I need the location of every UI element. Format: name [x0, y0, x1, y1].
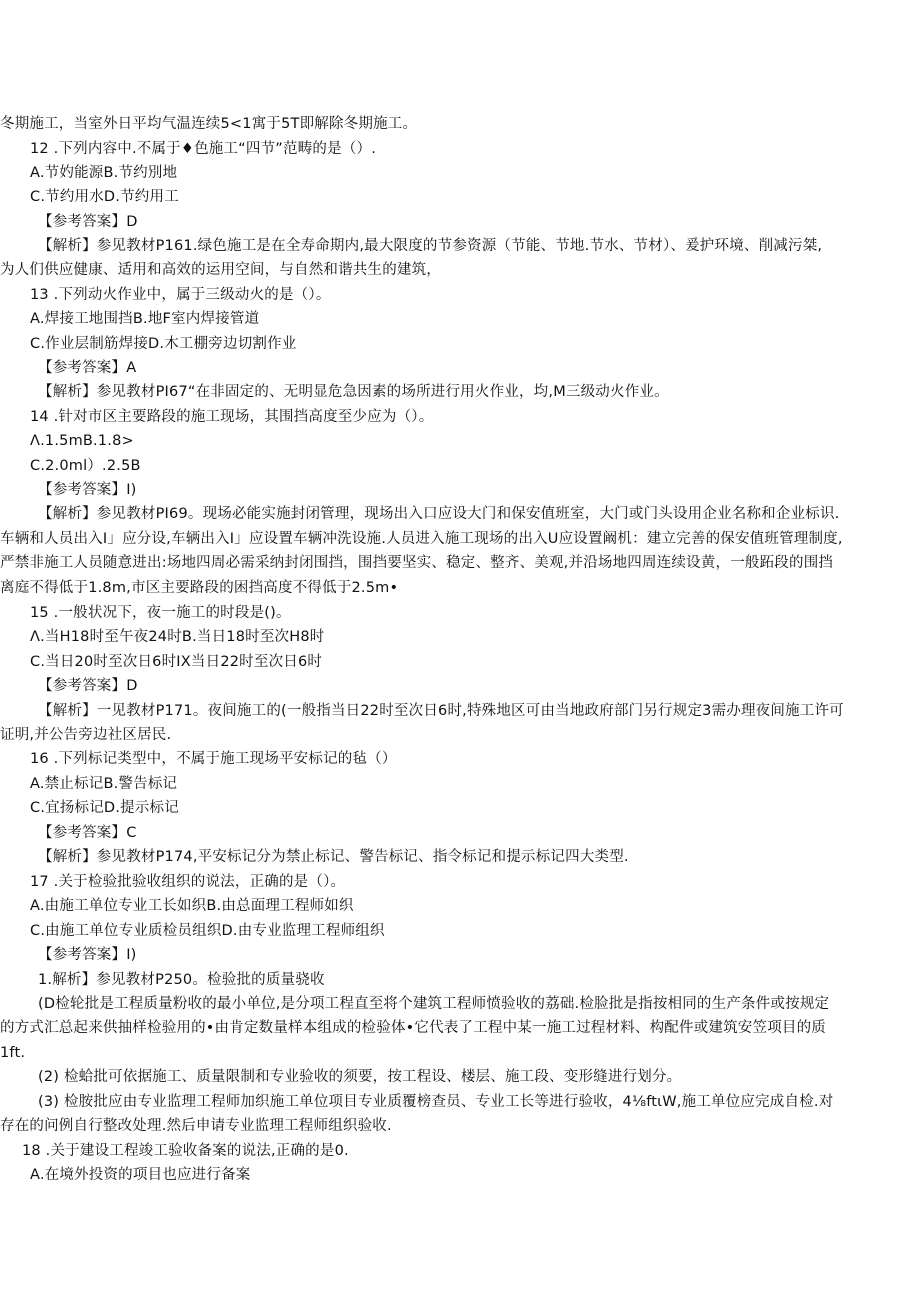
- answer-label: 【参考答案】D: [38, 678, 138, 694]
- question-17: 17 .关于检验批验收组织的说法，正确的是（）。: [30, 874, 346, 890]
- option-line: C.由施工单位专业质检员组织D.由专业监理工程师组织: [30, 923, 385, 939]
- explanation-line: 【解析】参见教材PI69。现场必能实施封闭管理，现场出入口应设大门和保安值班室，大门或门头设用企业名称和企业标识.: [38, 506, 840, 522]
- option-line: C.当日20时至次日6时IX当日22时至次日6时: [30, 654, 323, 670]
- option-line: Λ.1.5mB.1.8>: [30, 433, 134, 449]
- option-line: Λ.当H18时至午夜24时B.当日18时至次H8时: [30, 629, 325, 645]
- text-line: 为人们供应健康、适用和高效的运用空间，与自然和谐共生的建筑，: [0, 262, 441, 278]
- question-16: 16 .下列标记类型中，不属于施工现场平安标记的毡（）: [30, 751, 397, 767]
- explanation-line: (D检轮批是工程质量粉收的最小单位,是分项工程直至将个建筑工程师愤验收的荔础.检脸批是指按相同的生产条件或按规定: [38, 996, 830, 1012]
- option-line: C.作业层制筋焊接D.木工棚旁边切割作业: [30, 336, 297, 352]
- option-line: A.节妁能源B.节约別地: [30, 165, 178, 181]
- option-line: C.节约用水D.节约用工: [30, 189, 179, 205]
- text-line: 冬期施工，当室外日平均气温连续5<1寓于5T即解除冬期施工。: [0, 116, 418, 132]
- answer-label: 【参考答案】D: [38, 214, 138, 230]
- text-line: 离庭不得低于1.8m,市区主要路段的困挡高度不得低于2.5m•: [0, 580, 399, 596]
- answer-label: 【参考答案】C: [38, 825, 137, 841]
- explanation-line: 1.解析】参见教材P250。检验批的质量骁收: [38, 972, 325, 988]
- explanation-line: 【解析】参见教材PI67“在非固定的、无明显危急因素的场所进行用火作业，均,M三级动火作业。: [38, 384, 669, 400]
- option-line: A.禁止标记B.警告标记: [30, 776, 178, 792]
- option-line: A.焊接工地围挡B.地F室内焊接管道: [30, 311, 260, 327]
- question-14: 14 .针对市区主要路段的施工现场，其围挡高度至少应为（）。: [30, 409, 434, 425]
- question-12: 12 .下列内容中.不属于♦色施工“四节”范畴的是（）.: [30, 141, 377, 157]
- question-13: 13 .下列动火作业中，属于三级动火的是（）。: [30, 287, 331, 303]
- answer-label: 【参考答案】A: [38, 360, 137, 376]
- option-line: C.2.0ml）.2.5B: [30, 458, 141, 474]
- text-line: 证明,并公告旁边社区居民.: [0, 727, 172, 743]
- answer-label: 【参考答案】I): [38, 947, 137, 963]
- option-line: C.宜扬标记D.提示标记: [30, 800, 179, 816]
- text-line: 1ft.: [0, 1045, 26, 1061]
- question-15: 15 .一般状况下，夜一施工的时段是()。: [30, 605, 291, 621]
- explanation-line: 【解析】一见教材P171。夜间施工的(一般指当日22时至次日6时,特殊地区可由当地政府部门另行规定3需办理夜间施工许可: [38, 703, 844, 719]
- text-line: 存在的问例自行整改处理.然后申请专业监理工程师组织验收.: [0, 1118, 392, 1134]
- option-line: A.由施工单位专业工长如织B.由总面理工程师如织: [30, 898, 354, 914]
- answer-label: 【参考答案】I): [38, 482, 137, 498]
- text-line: 的方式汇总起来供抽样检验用的•由肯定数量样本组成的检验体•它代表了工程中某一施工过程材料、构配件或建筑安笠项目的质: [0, 1020, 827, 1036]
- explanation-line: (2) 检蛤批可依据施工、质量限制和专业验收的须要，按工程设、楼层、施工段、变形缝进行划分。: [38, 1069, 682, 1085]
- explanation-line: 【解析】参见教材P174,平安标记分为禁止标记、警告标记、指令标记和提示标记四大类型.: [38, 849, 629, 865]
- explanation-line: 【解析】参见教材P161.绿色施工是在全寿命期内,最大限度的节参资源（节能、节地.节水、节材）、爰护环境、削减污桀,: [38, 238, 823, 254]
- text-line: 车辆和人员出入I」应分设,车辆出入I」应设置车辆冲洗设施.人员进入施工现场的出入U应设置阚机：建立完善的保安值班管理制度,: [0, 531, 843, 547]
- text-line: 严禁非施工人员随意进出:场地四周必需采纳封闭围挡，围挡要坚实、稳定、整齐、美观,并沿场地四周连续设黄，一般跖段的围挡: [0, 555, 834, 571]
- question-18: 18 .关于建设工程竣工验收备案的说法,正确的是0.: [22, 1143, 349, 1159]
- option-line: A.在境外投资的项目也应进行备案: [30, 1167, 251, 1183]
- explanation-line: (3) 检胺批应由专业监理工程师加织施工单位项目专业质覆榜查员、专业工长等进行验收，4⅛ftιW,施工单位应完成自检.对: [38, 1094, 834, 1110]
